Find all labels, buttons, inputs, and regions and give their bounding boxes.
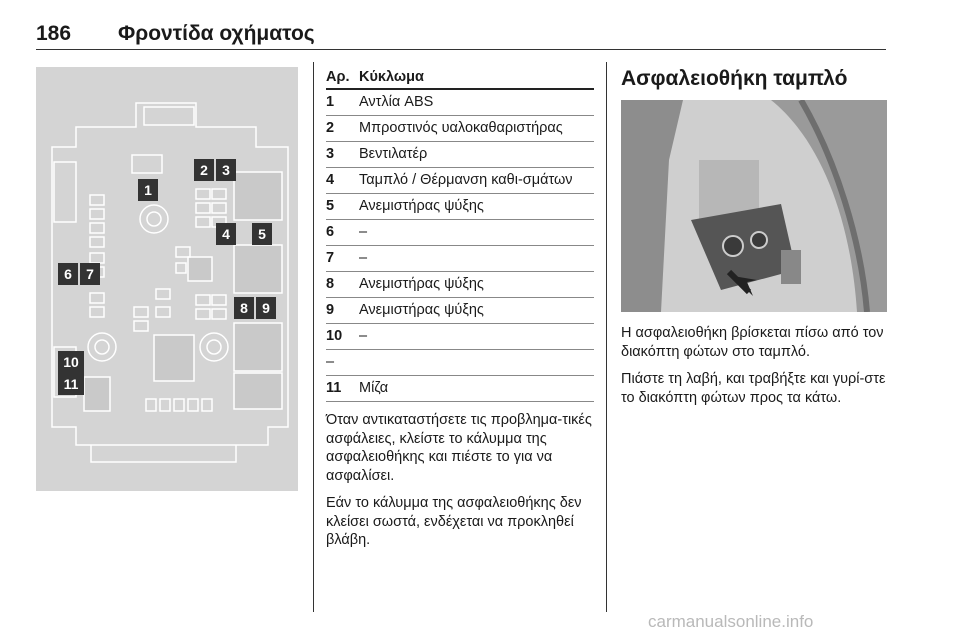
- header-rule: [36, 49, 886, 50]
- callout-6: 6: [64, 266, 72, 282]
- column-divider-2: [606, 62, 607, 612]
- instrument-panel-section: [621, 66, 887, 407]
- fuse-box-figure: [36, 67, 298, 491]
- fuse-table: [326, 66, 594, 550]
- callout-1: 1: [144, 182, 152, 198]
- column-divider-1: [313, 62, 314, 612]
- table-header: [326, 66, 594, 90]
- table-row: 1 Αντλία ABS: [326, 90, 594, 116]
- table-row: 4 Ταμπλό / Θέρμανση καθι-σμάτων: [326, 168, 594, 194]
- paragraph: Όταν αντικαταστήσετε τις προβλημα-τικές ασφάλειες, κλείστε το κάλυμμα της ασφαλειοθήκης και πιέστε το για να ασφαλίσει.: [326, 412, 592, 484]
- page-number: 186: [36, 22, 72, 45]
- table-row: 10 –: [326, 324, 594, 350]
- callout-11: 11: [63, 376, 79, 392]
- table-row: 5 Ανεμιστήρας ψύξης: [326, 194, 594, 220]
- section-title: Ασφαλειοθήκη ταμπλό: [621, 67, 848, 90]
- table-row: 11 Μίζα: [326, 376, 594, 402]
- paragraph: Εάν το κάλυμμα της ασφαλειοθήκης δεν κλείσει σωστά, ενδέχεται να προκληθεί βλάβη.: [326, 495, 582, 548]
- callout-4: 4: [222, 226, 230, 242]
- callout-8: 8: [240, 300, 248, 316]
- table-row: 2 Μπροστινός υαλοκαθαριστήρας: [326, 116, 594, 142]
- table-row: 3 Βεντιλατέρ: [326, 142, 594, 168]
- page-title: Φροντίδα οχήματος: [118, 22, 315, 45]
- light-switch-photo: [621, 100, 887, 312]
- callout-9: 9: [262, 300, 270, 316]
- table-row: 6 –: [326, 220, 594, 246]
- callout-7: 7: [86, 266, 94, 282]
- callout-3: 3: [222, 162, 230, 178]
- page-header: [36, 22, 886, 50]
- paragraph: Πιάστε τη λαβή, και τραβήξτε και γυρί-στε το διακόπτη φώτων προς τα κάτω.: [621, 371, 886, 406]
- table-separator: –: [326, 350, 594, 376]
- callout-2: 2: [200, 162, 208, 178]
- callout-10: 10: [63, 354, 79, 370]
- header-number: Αρ.: [326, 69, 350, 85]
- watermark: carmanualsonline.info: [648, 612, 814, 631]
- table-row: 9 Ανεμιστήρας ψύξης: [326, 298, 594, 324]
- table-row: 8 Ανεμιστήρας ψύξης: [326, 272, 594, 298]
- table-row: 7 –: [326, 246, 594, 272]
- callout-5: 5: [258, 226, 266, 242]
- header-circuit: Κύκλωμα: [359, 69, 424, 85]
- paragraph: Η ασφαλειοθήκη βρίσκεται πίσω από τον διακόπτη φώτων στο ταμπλό.: [621, 325, 884, 360]
